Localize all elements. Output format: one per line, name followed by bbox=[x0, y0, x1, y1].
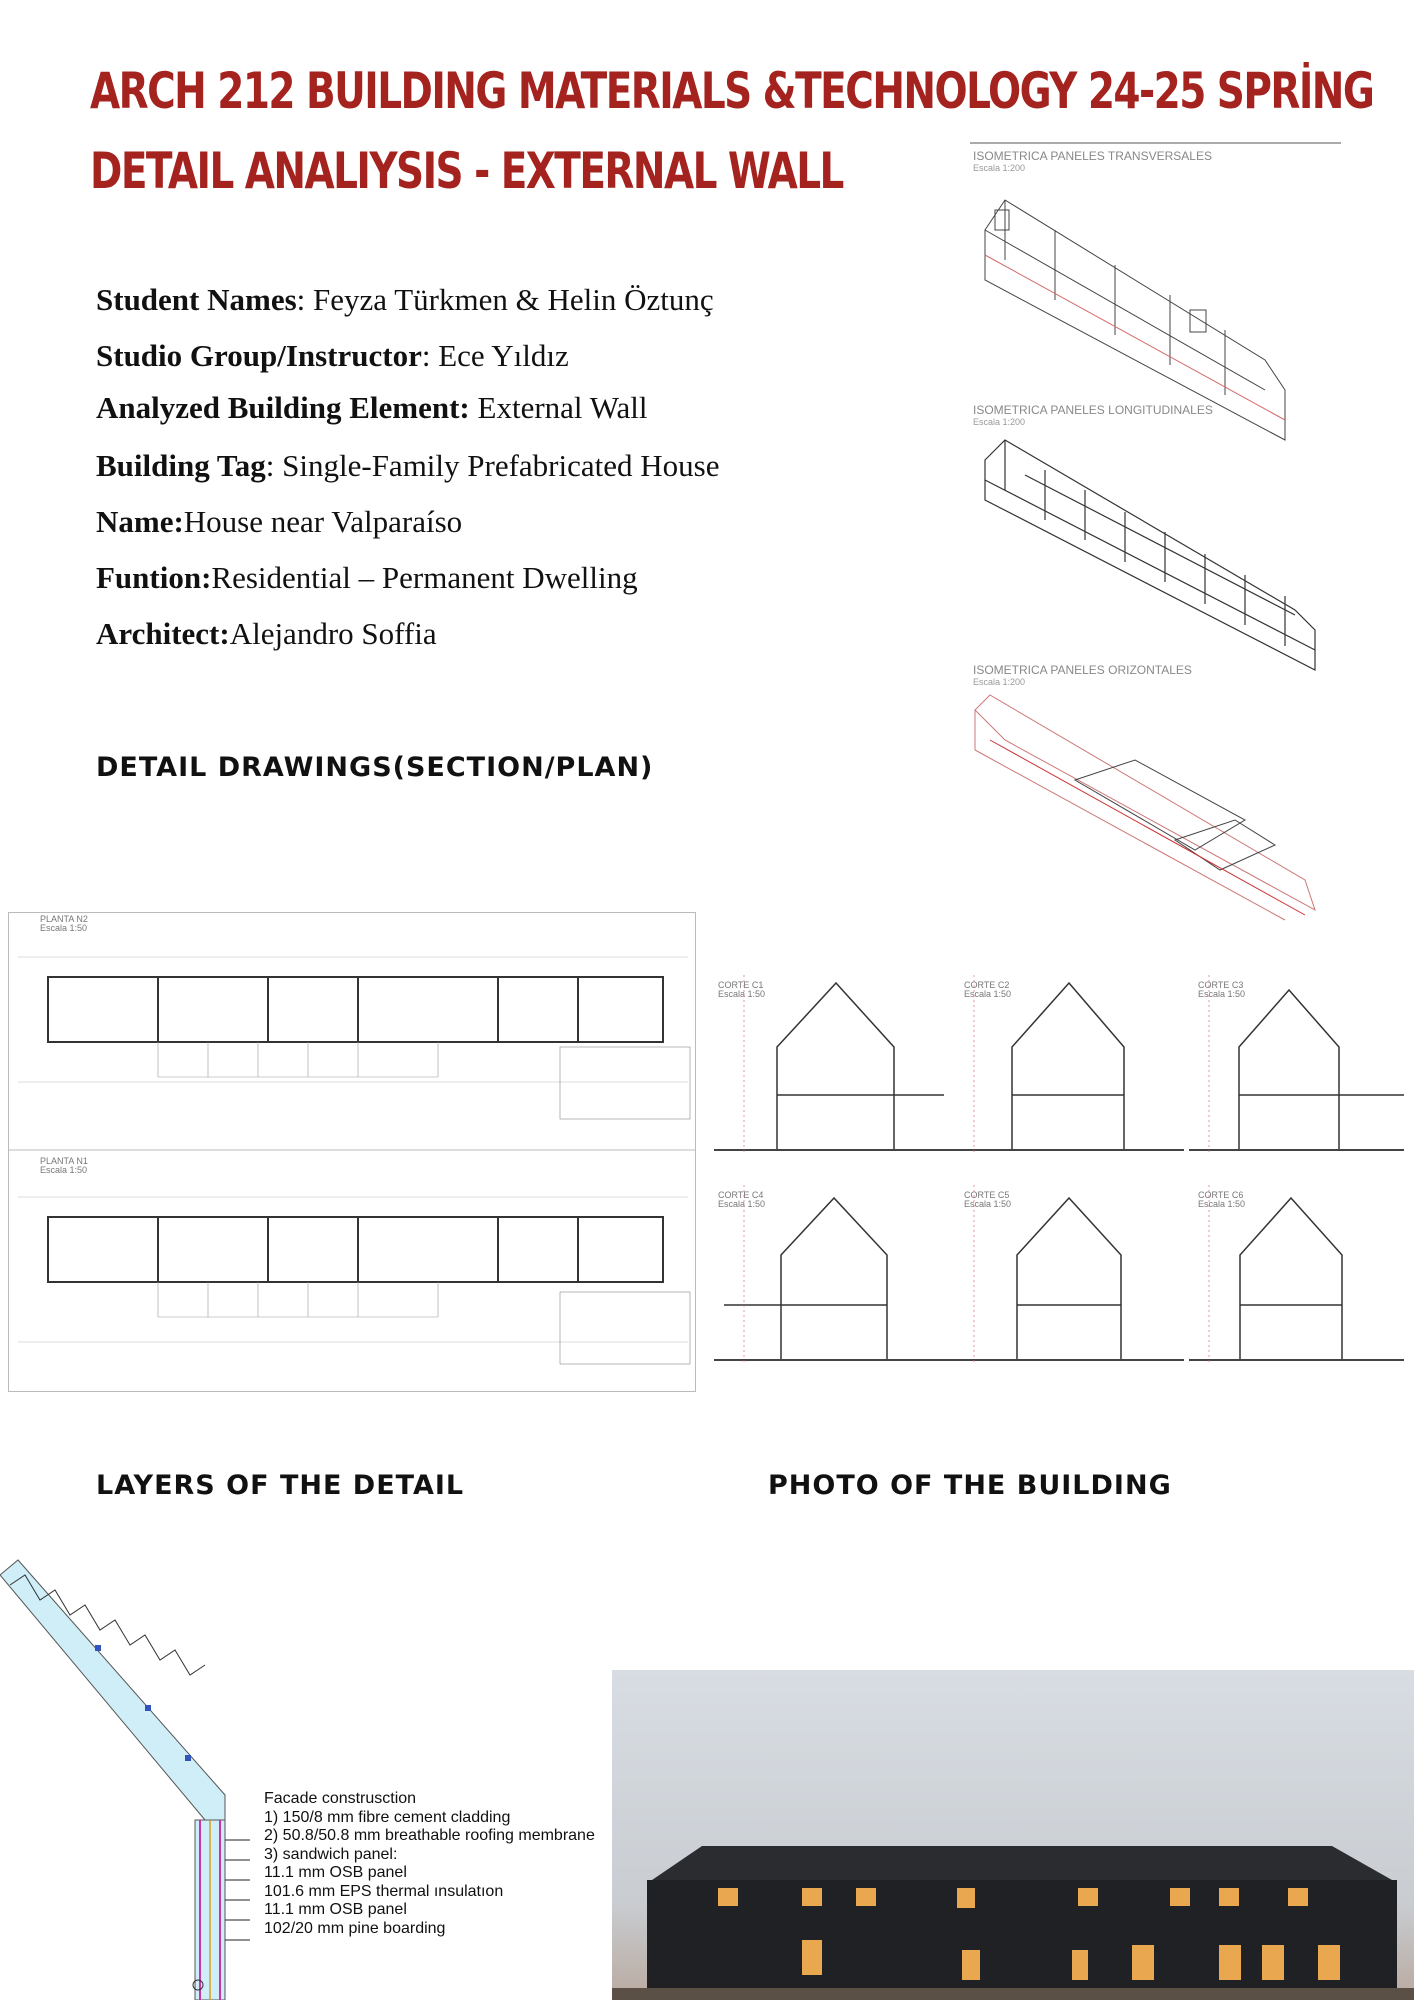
iso-scale-longitudinal: Escala 1:200 bbox=[973, 417, 1026, 427]
facade-layer-3: 3) sandwich panel: bbox=[264, 1845, 398, 1863]
heading-photo: PHOTO OF THE BUILDING bbox=[768, 1470, 1172, 1501]
heading-layers: LAYERS OF THE DETAIL bbox=[96, 1470, 465, 1501]
section-scale-c2: Escala 1:50 bbox=[964, 989, 1012, 999]
facade-construction-legend bbox=[264, 1790, 595, 1938]
info-student-names: Student Names: Feyza Türkmen & Helin Öztunç bbox=[96, 282, 714, 317]
building-photo bbox=[612, 1670, 1414, 2000]
plan-scale-upper: Escala 1:50 bbox=[40, 923, 88, 933]
iso-scale-transversal: Escala 1:200 bbox=[973, 163, 1026, 173]
floor-plans bbox=[8, 912, 696, 1392]
facade-layer-3a: 11.1 mm OSB panel bbox=[264, 1864, 407, 1881]
page-title: ARCH 212 BUILDING MATERIALS &TECHNOLOGY 24-25 SPRİNG bbox=[90, 62, 1374, 120]
section-scale-c3: Escala 1:50 bbox=[1198, 989, 1246, 999]
facade-layer-1: 1) 150/8 mm fibre cement cladding bbox=[264, 1808, 511, 1826]
facade-layer-3c: 11.1 mm OSB panel bbox=[264, 1901, 407, 1918]
section-label-c4: CORTE C4 bbox=[718, 1190, 764, 1200]
info-building-name: Name:House near Valparaíso bbox=[96, 504, 463, 539]
section-label-c6: CORTE C6 bbox=[1198, 1190, 1244, 1200]
wall-detail-drawing bbox=[0, 1555, 250, 2000]
facade-layer-3b: 101.6 mm EPS thermal ınsulatıon bbox=[264, 1882, 504, 1900]
section-label-c2: CORTE C2 bbox=[964, 980, 1010, 990]
info-studio-group: Studio Group/Instructor: Ece Yıldız bbox=[96, 338, 569, 373]
iso-label-longitudinal: ISOMETRICA PANELES LONGITUDINALES bbox=[973, 403, 1213, 417]
plan-scale-lower: Escala 1:50 bbox=[40, 1165, 88, 1175]
section-label-c5: CORTE C5 bbox=[964, 1190, 1010, 1200]
info-function: Funtion:Residential – Permanent Dwelling bbox=[96, 560, 638, 595]
building-sections bbox=[704, 955, 1410, 1390]
plan-label-upper: PLANTA N2 bbox=[40, 914, 88, 924]
facade-layer-2: 2) 50.8/50.8 mm breathable roofing membrane bbox=[264, 1827, 595, 1844]
isometric-drawings bbox=[965, 140, 1345, 930]
section-scale-c6: Escala 1:50 bbox=[1198, 1199, 1246, 1209]
section-scale-c4: Escala 1:50 bbox=[718, 1199, 766, 1209]
section-scale-c5: Escala 1:50 bbox=[964, 1199, 1012, 1209]
section-scale-c1: Escala 1:50 bbox=[718, 989, 766, 999]
page-subtitle: DETAIL ANALIYSIS - EXTERNAL WALL bbox=[90, 142, 843, 200]
section-label-c3: CORTE C3 bbox=[1198, 980, 1244, 990]
plan-label-lower: PLANTA N1 bbox=[40, 1156, 88, 1166]
info-analyzed-element: Analyzed Building Element: External Wall bbox=[96, 390, 648, 425]
section-label-c1: CORTE C1 bbox=[718, 980, 764, 990]
iso-scale-horizontal: Escala 1:200 bbox=[973, 677, 1026, 687]
facade-layer-4: 102/20 mm pine boarding bbox=[264, 1919, 446, 1937]
info-building-tag: Building Tag: Single-Family Prefabricated House bbox=[96, 448, 720, 483]
info-architect: Architect:Alejandro Soffia bbox=[96, 616, 437, 651]
iso-label-horizontal: ISOMETRICA PANELES ORIZONTALES bbox=[973, 663, 1192, 677]
iso-label-transversal: ISOMETRICA PANELES TRANSVERSALES bbox=[973, 149, 1212, 163]
heading-detail-drawings: DETAIL DRAWINGS(SECTION/PLAN) bbox=[96, 752, 654, 783]
facade-title: Facade construsction bbox=[264, 1790, 417, 1807]
